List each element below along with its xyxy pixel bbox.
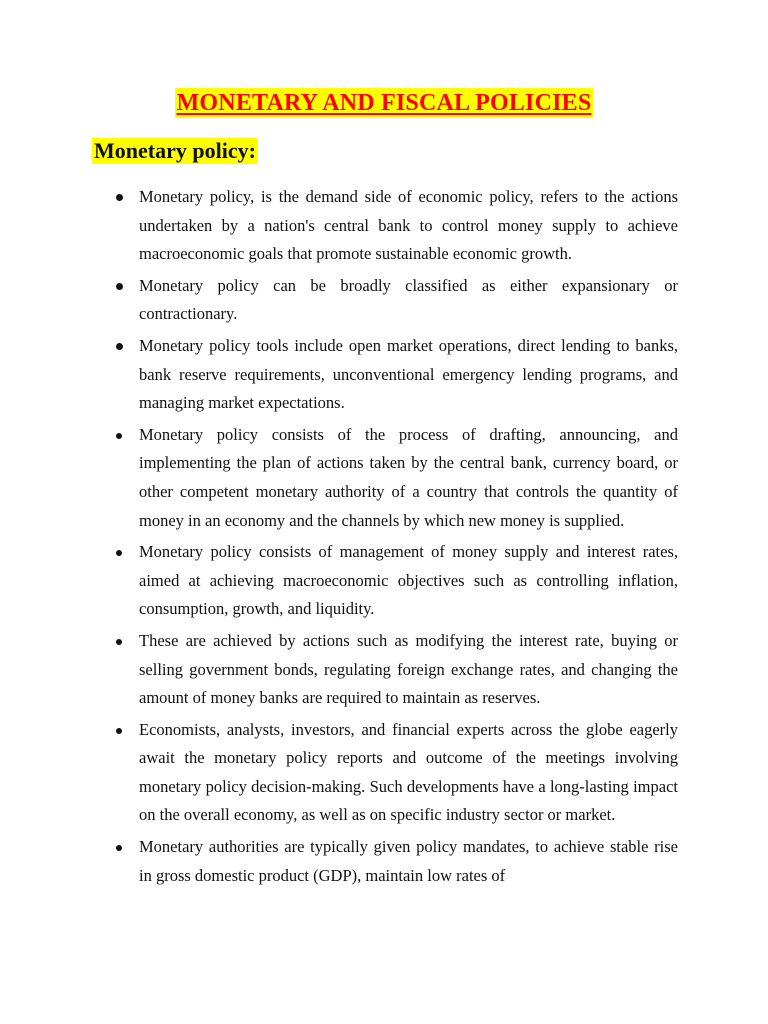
section-heading: Monetary policy: [94, 138, 256, 163]
list-item-text: Monetary authorities are typically given policy mandates, to achieve stable rise in gross domestic product (GDP), maintain low rates of [139, 837, 678, 885]
list-item-text: These are achieved by actions such as modifying the interest rate, buying or selling government bonds, regulating foreign exchange rates, and changing the amount of money banks are required to maintain as reserves. [139, 630, 678, 708]
list-item [108, 183, 678, 269]
list-item-text: Monetary policy tools include open market operations, direct lending to banks, bank reserve requirements, unconventional emergency lending programs, and managing market expectations. [139, 335, 678, 413]
list-item [108, 538, 678, 624]
bullet-icon [116, 550, 122, 556]
bullet-icon [116, 194, 123, 201]
bullet-icon [116, 639, 122, 645]
list-item-text: Monetary policy can be broadly classified as either expansionary or contractionary. [139, 275, 678, 324]
list-item-text: Monetary policy consists of the process of drafting, announcing, and implementing the plan of actions taken by the central bank, currency board, or other competent monetary authority of a country that controls the quantity of money in an economy and the channels by which new money is supplied. [139, 424, 678, 530]
list-item-text: Monetary policy, is the demand side of economic policy, refers to the actions undertaken by a nation's central bank to control money supply to achieve macroeconomic goals that promote sustainable economic growth. [139, 187, 678, 264]
document-title: MONETARY AND FISCAL POLICIES [176, 90, 592, 116]
bullet-icon [116, 343, 123, 350]
bullet-icon [116, 845, 122, 851]
list-item [108, 272, 678, 329]
list-item [108, 833, 678, 890]
title-container [0, 88, 768, 118]
list-item [108, 627, 678, 713]
list-item [108, 421, 678, 535]
bullet-list [108, 183, 678, 893]
list-item-text: Economists, analysts, investors, and financial experts across the globe eagerly await the monetary policy reports and outcome of the meetings involving monetary policy decision-making. Such developments have a long-lasting impact on the overall economy, as well as on specific industry sector or market. [139, 719, 678, 825]
list-item [108, 332, 678, 418]
list-item [108, 716, 678, 830]
bullet-icon [116, 433, 122, 439]
list-item-text: Monetary policy consists of management of money supply and interest rates, aimed at achieving macroeconomic objectives such as controlling inflation, consumption, growth, and liquidity. [139, 542, 678, 619]
bullet-icon [116, 283, 123, 290]
bullet-icon [116, 728, 122, 734]
